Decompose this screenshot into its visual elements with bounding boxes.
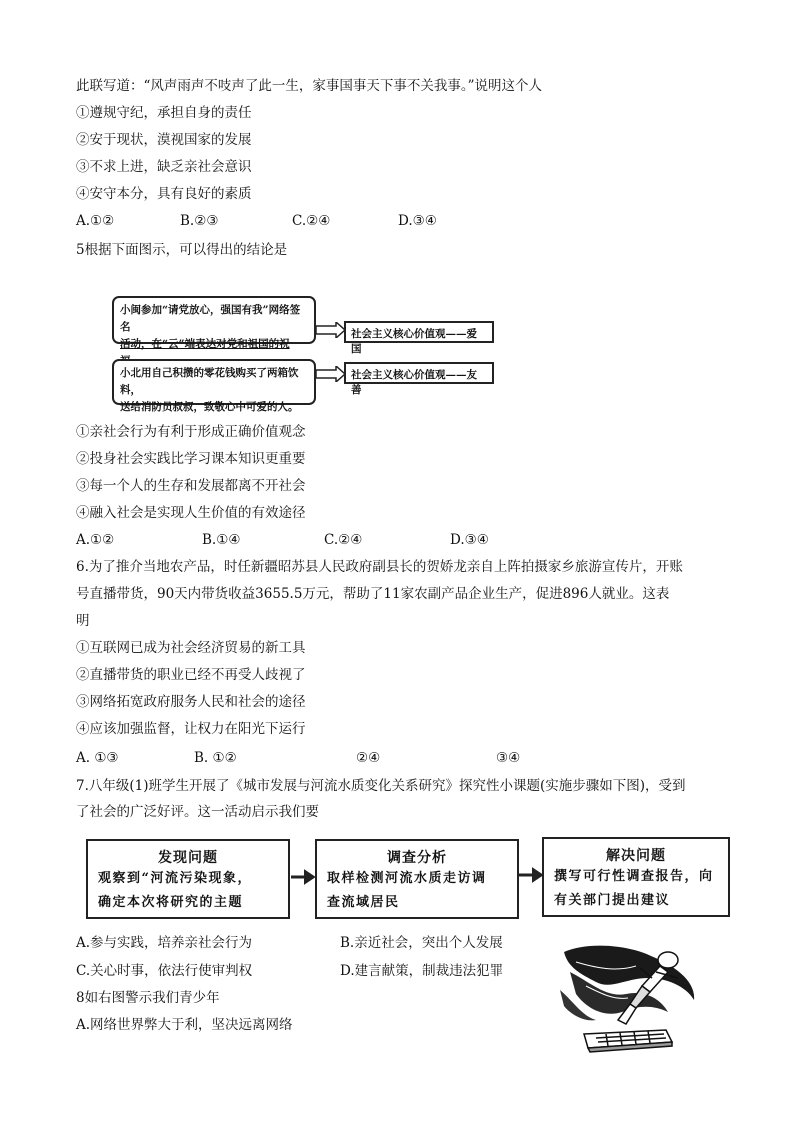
q4-option-b: B.②③: [180, 213, 219, 229]
q7-arrow-2: [519, 867, 543, 883]
q5-scenario-box-1: [112, 296, 316, 350]
q7-step-3: [542, 837, 730, 917]
q5-value-box-1: 社会主义核心价值观——爱国: [344, 321, 494, 343]
q7-step-2-title: 调查分析: [387, 850, 447, 866]
q7-step-3-line-2: 有关部门提出建议: [554, 893, 671, 908]
q5-arrow-1: [316, 322, 346, 338]
q5-option-b: B.①④: [202, 532, 241, 548]
q6-item-2: ②直播带货的职业已经不再受人歧视了: [76, 667, 306, 683]
q4-item-3: ③不求上进，缺乏亲社会意识: [76, 159, 252, 175]
q7-step-2-line-1: 取样检测河流水质走访调: [327, 871, 487, 886]
q6-option-a: A. ①③: [76, 750, 119, 766]
q5-stem: 5根据下面图示，可以得出的结论是: [76, 242, 288, 258]
q6-stem-line-1: 6.为了推介当地农产品，时任新疆昭苏县人民政府副县长的贺娇龙亲自上阵拍摄家乡旅游宣传片，开账: [76, 559, 683, 575]
q5-item-4: ④融入社会是实现人生价值的有效途径: [76, 505, 306, 521]
q5-arrow-2: [316, 366, 346, 382]
q5-scenario-box-2: [112, 359, 316, 413]
q7-step-3-line-1: 撰写可行性调查报告，向: [554, 869, 714, 884]
q6-option-b: B. ①②: [194, 750, 237, 766]
q7-arrow-1: [291, 869, 315, 885]
q8-cartoon-illustration: [556, 942, 702, 1058]
q7-option-c: C.关心时事，依法行使审判权: [76, 963, 253, 979]
q7-step-2-line-2: 查流域居民: [327, 895, 400, 910]
q5-item-2: ②投身社会实践比学习课本知识更重要: [76, 451, 306, 467]
q4-option-c: C.②④: [292, 213, 331, 229]
q7-step-3-title: 解决问题: [606, 848, 666, 864]
q7-option-a: A.参与实践，培养亲社会行为: [76, 935, 253, 951]
q7-stem-line-1: 7.八年级(1)班学生开展了《城市发展与河流水质变化关系研究》探究性小课题(实施步骤如下图)，受到: [76, 778, 686, 794]
q4-item-1: ①遵规守纪，承担自身的责任: [76, 105, 252, 121]
q4-stem: 此联写道：“风声雨声不吱声了此一生，家事国事天下事不关我事。”说明这个人: [76, 78, 543, 94]
q6-item-3: ③网络拓宽政府服务人民和社会的途径: [76, 694, 306, 710]
q5-value-box-2: 社会主义核心价值观——友善: [344, 362, 494, 384]
q7-stem-line-2: 了社会的广泛好评。这一活动启示我们要: [76, 804, 319, 820]
q7-step-1-title: 发现问题: [158, 850, 218, 866]
q6-item-4: ④应该加强监督，让权力在阳光下运行: [76, 721, 306, 737]
q6-item-1: ①互联网已成为社会经济贸易的新工具: [76, 640, 306, 656]
q4-option-a: A.①②: [76, 213, 115, 229]
q4-item-4: ④安守本分，具有良好的素质: [76, 186, 252, 202]
q5-scenario-1-line-1: 小闽参加“请党放心，强国有我”网络签名: [120, 304, 301, 333]
q8-option-a: A.网络世界弊大于利，坚决远离网络: [76, 1017, 293, 1033]
q4-item-2: ②安于现状，漠视国家的发展: [76, 132, 252, 148]
q5-item-1: ①亲社会行为有利于形成正确价值观念: [76, 424, 306, 440]
q5-option-d: D.③④: [450, 532, 489, 548]
q6-stem-line-3: 明: [76, 613, 90, 629]
q5-scenario-2-line-1: 小北用自己积攒的零花钱购买了两箱饮料，: [120, 367, 299, 396]
q7-step-1: [86, 839, 290, 919]
q7-option-d: D.建言献策，制裁违法犯罪: [340, 963, 504, 979]
q7-step-1-line-2: 确定本次将研究的主题: [98, 895, 244, 910]
q6-option-d: ③④: [496, 750, 521, 766]
q6-option-c: ②④: [356, 750, 381, 766]
q5-scenario-2-line-2: 送给消防员叔叔，致敬心中可爱的人。: [120, 401, 299, 413]
q8-stem: 8如右图警示我们青少年: [76, 990, 220, 1006]
q5-item-3: ③每一个人的生存和发展都离不开社会: [76, 478, 306, 494]
q4-option-d: D.③④: [398, 213, 437, 229]
q5-option-c: C.②④: [324, 532, 363, 548]
q5-scenario-1-line-2: 活动，在“云”端表达对党和祖国的祝: [120, 338, 290, 350]
q7-option-b: B.亲近社会，突出个人发展: [340, 935, 503, 951]
q7-step-1-line-1: 观察到“河流污染现象，: [98, 871, 252, 886]
q7-step-2: [315, 839, 519, 919]
q6-stem-line-2: 号直播带货，90天内带货收益3655.5万元，帮助了11家农副产品企业生产，促进896人就业。这表: [76, 586, 670, 602]
q5-option-a: A.①②: [76, 532, 115, 548]
